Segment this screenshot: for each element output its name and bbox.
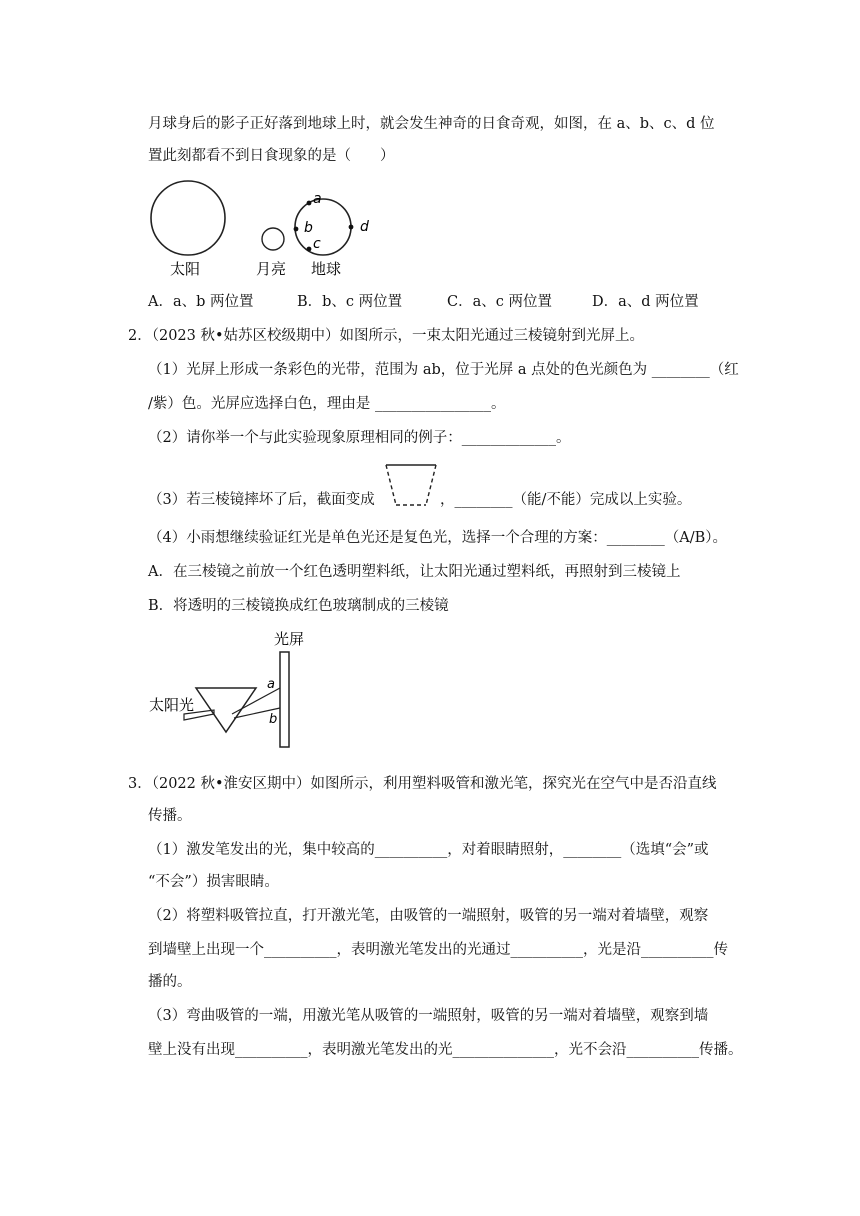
q3-stem-line1: 3．（2022 秋•淮安区期中）如图所示，利用塑料吸管和激光笔，探究光在空气中是否沿直线 <box>128 776 717 792</box>
moon-circle <box>262 228 284 250</box>
label-b: b <box>269 712 278 727</box>
q2-option-b: B．将透明的三棱镜换成红色玻璃制成的三棱镜 <box>148 598 449 614</box>
q2-part1-line1: （1）光屏上形成一条彩色的光带，范围为 ab，位于光屏 a 点处的色光颜色为 ________（红 <box>148 362 739 378</box>
label-screen: 光屏 <box>274 630 305 648</box>
label-a: a <box>313 191 322 207</box>
light-screen <box>280 652 289 747</box>
q1-option-c: C．a、c 两位置 <box>447 294 552 310</box>
q1-option-a: A．a、b 两位置 <box>148 294 254 310</box>
q3-part3-line2: 壁上没有出现__________，表明激光笔发出的光______________，光不会沿__________传播。 <box>148 1042 743 1058</box>
eclipse-figure <box>140 176 400 280</box>
q3-part3-line1: （3）弯曲吸管的一端，用激光笔从吸管的一端照射，吸管的另一端对着墙壁，观察到墙 <box>148 1008 709 1024</box>
label-c: c <box>313 236 321 252</box>
q3-part1-line1: （1）激发笔发出的光，集中较高的__________，对着眼睛照射，________（选填“会”或 <box>148 842 709 858</box>
q1-text-line1: 月球身后的影子正好落到地球上时，就会发生神奇的日食奇观，如图，在 a、b、c、d 位 <box>148 116 715 132</box>
q3-part2-line1: （2）将塑料吸管拉直，打开激光笔，由吸管的一端照射，吸管的另一端对着墙壁，观察 <box>148 908 709 924</box>
q2-option-a: A．在三棱镜之前放一个红色透明塑料纸，让太阳光通过塑料纸，再照射到三棱镜上 <box>148 564 681 580</box>
label-sun: 太阳 <box>170 260 201 278</box>
label-d: d <box>360 219 369 235</box>
q1-option-d: D．a、d 两位置 <box>592 294 699 310</box>
label-moon: 月亮 <box>256 260 287 278</box>
q3-part1-line2: “不会”）损害眼睛。 <box>148 874 279 890</box>
q2-part4: （4）小雨想继续验证红光是单色光还是复色光，选择一个合理的方案：________（A/B）。 <box>148 530 727 546</box>
q2-part3-left: （3）若三棱镜摔坏了后，截面变成 <box>148 492 375 508</box>
q3-stem-line2: 传播。 <box>148 808 192 824</box>
q2-stem: 2．（2023 秋•姑苏区校级期中）如图所示，一束太阳光通过三棱镜射到光屏上。 <box>128 328 645 344</box>
prism-screen-figure <box>146 622 316 752</box>
label-a: a <box>267 677 275 692</box>
label-b: b <box>304 220 313 236</box>
sun-circle <box>151 181 225 255</box>
q2-part2: （2）请你举一个与此实验现象原理相同的例子：_____________。 <box>148 430 571 446</box>
prism-triangle <box>196 688 256 732</box>
q3-part2-line3: 播的。 <box>148 974 192 990</box>
point-c <box>307 247 312 252</box>
point-b <box>294 227 299 232</box>
point-d <box>349 225 354 230</box>
q1-text-line2: 置此刻都看不到日食现象的是（ ） <box>148 148 395 164</box>
q3-part2-line2: 到墙壁上出现一个__________，表明激光笔发出的光通过__________，光是沿__________传 <box>148 942 728 958</box>
label-earth: 地球 <box>311 260 342 278</box>
q2-part1-line2: /紫）色。光屏应选择白色，理由是 ________________。 <box>148 396 506 412</box>
label-sunlight: 太阳光 <box>149 696 195 714</box>
q2-part3-right: ，________（能/不能）完成以上实验。 <box>440 492 692 508</box>
point-a <box>307 201 312 206</box>
q1-option-b: B．b、c 两位置 <box>297 294 403 310</box>
trapezoid-cross-section <box>383 462 439 510</box>
